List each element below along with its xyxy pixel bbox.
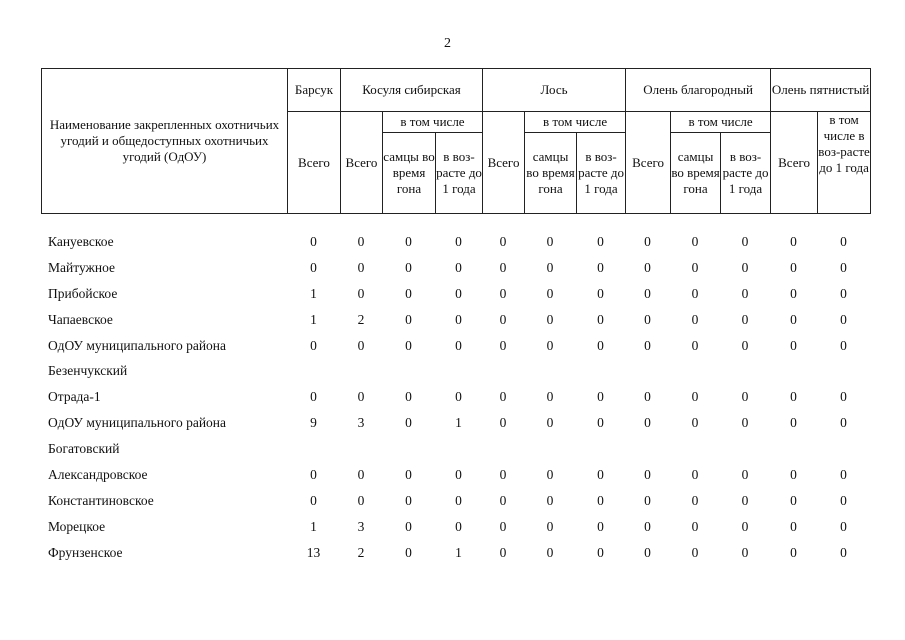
row-value: 0 [455, 389, 462, 405]
row-value: 1 [455, 544, 462, 560]
row-value: 1 [310, 311, 317, 327]
header-sika-total: Всего [771, 112, 818, 214]
row-value: 0 [597, 466, 604, 482]
row-value: 0 [546, 233, 554, 249]
row-value [435, 358, 482, 384]
row-value: 0 [546, 311, 554, 327]
row-value [625, 436, 670, 462]
row-value: 0 [310, 259, 317, 275]
row-value: 0 [840, 518, 847, 534]
row-value: 0 [741, 311, 749, 327]
row-value: 9 [310, 415, 317, 431]
row-value: 0 [644, 466, 651, 482]
row-value: 0 [790, 259, 797, 275]
row-value: 1 [310, 518, 317, 534]
row-value: 0 [357, 492, 365, 508]
header-elk-males: самцы во время гона [525, 133, 577, 214]
row-value: 0 [691, 311, 699, 327]
row-value: 0 [546, 518, 554, 534]
row-value [340, 436, 382, 462]
row-value: 0 [357, 285, 365, 301]
row-value: 0 [644, 259, 651, 275]
row-value [287, 436, 340, 462]
row-value: 0 [546, 415, 554, 431]
row-value: 0 [790, 311, 797, 327]
table-row [44, 333, 870, 359]
row-value: 0 [546, 466, 554, 482]
row-name: ОдОУ муниципального района [48, 337, 227, 353]
row-value: 0 [405, 492, 412, 508]
header-red-young: в воз-расте до 1 года [721, 133, 771, 214]
page-number: 2 [444, 36, 451, 51]
row-value: 0 [455, 337, 462, 353]
row-value: 0 [790, 466, 797, 482]
row-value [482, 436, 524, 462]
row-value [576, 436, 625, 462]
table-row [44, 384, 870, 410]
row-value: 0 [499, 518, 507, 534]
header-elk-including: в том числе [525, 112, 626, 133]
row-value: 0 [840, 389, 847, 405]
row-value: 0 [597, 415, 604, 431]
header-elk-young: в воз-расте до 1 года [577, 133, 626, 214]
row-value: 0 [499, 389, 507, 405]
row-value: 0 [546, 337, 554, 353]
row-value: 0 [741, 518, 749, 534]
table-row [44, 307, 870, 333]
row-value: 0 [741, 259, 749, 275]
header-red-total: Всего [626, 112, 671, 214]
header-name-col: Наименование закрепленных охотничьих угодий и общедоступных охотничьих угодий (ОдОУ) [42, 69, 288, 214]
row-value: 0 [357, 259, 365, 275]
row-value: 0 [499, 259, 507, 275]
row-value: 0 [499, 285, 507, 301]
row-value: 0 [840, 544, 847, 560]
row-value: 0 [840, 337, 847, 353]
row-value: 0 [741, 285, 749, 301]
header-sika-deer: Олень пятнистый [771, 69, 871, 112]
row-value: 0 [644, 544, 651, 560]
row-value: 0 [691, 337, 699, 353]
table-row [44, 229, 870, 255]
row-value: 0 [310, 233, 317, 249]
header-elk: Лось [483, 69, 626, 112]
row-value: 0 [310, 492, 317, 508]
header-roe-males: самцы во время гона [383, 133, 436, 214]
row-value [770, 358, 817, 384]
header-elk-total: Всего [483, 112, 525, 214]
row-value: 0 [405, 233, 412, 249]
row-value: 0 [597, 311, 604, 327]
row-value: 0 [455, 492, 462, 508]
row-value: 0 [499, 311, 507, 327]
row-value: 0 [597, 259, 604, 275]
row-value: 0 [455, 311, 462, 327]
row-value: 0 [790, 233, 797, 249]
row-value: 0 [691, 415, 699, 431]
row-name: Чапаевское [48, 311, 113, 327]
row-value: 0 [691, 466, 699, 482]
table-row [44, 540, 870, 566]
row-value: 0 [546, 259, 554, 275]
row-value [670, 358, 720, 384]
table-row [44, 410, 870, 436]
row-value: 0 [790, 492, 797, 508]
row-name: Фрунзенское [48, 544, 123, 560]
row-value: 0 [691, 285, 699, 301]
row-value [524, 436, 576, 462]
row-value: 0 [455, 285, 462, 301]
table-row [44, 514, 870, 540]
row-value: 0 [741, 337, 749, 353]
row-value: 1 [455, 415, 462, 431]
row-value: 0 [840, 466, 847, 482]
row-value: 0 [644, 415, 651, 431]
row-value: 0 [840, 415, 847, 431]
row-name: Морецкое [48, 518, 106, 534]
row-value: 0 [790, 285, 797, 301]
row-name: Безенчукский [48, 363, 128, 379]
header-roe-total: Всего [341, 112, 383, 214]
row-value: 3 [357, 415, 365, 431]
row-value: 2 [357, 544, 365, 560]
row-value: 0 [644, 285, 651, 301]
table-row [44, 255, 870, 281]
row-value: 0 [644, 233, 651, 249]
row-value: 0 [790, 518, 797, 534]
row-value: 0 [405, 415, 412, 431]
row-value [817, 358, 870, 384]
row-value: 2 [357, 311, 365, 327]
table-row [44, 488, 870, 514]
row-value [382, 358, 435, 384]
row-value: 0 [405, 466, 412, 482]
row-value [770, 436, 817, 462]
row-value [482, 358, 524, 384]
row-value: 0 [691, 233, 699, 249]
row-value: 0 [597, 518, 604, 534]
row-value [720, 436, 770, 462]
header-red-males: самцы во время гона [671, 133, 721, 214]
header-roe-young: в воз-расте до 1 года [436, 133, 483, 214]
row-value: 0 [741, 233, 749, 249]
row-value: 0 [597, 544, 604, 560]
row-value: 0 [455, 466, 462, 482]
row-value: 0 [840, 492, 847, 508]
row-value: 0 [357, 337, 365, 353]
row-value: 0 [546, 492, 554, 508]
row-value [720, 358, 770, 384]
row-value: 0 [840, 311, 847, 327]
row-value: 0 [405, 285, 412, 301]
row-name: Богатовский [48, 441, 120, 457]
row-value: 0 [644, 389, 651, 405]
row-value: 0 [405, 389, 412, 405]
row-value: 0 [499, 415, 507, 431]
header-red-including: в том числе [671, 112, 771, 133]
header-sika-young: в том числе в воз-расте до 1 года [818, 112, 871, 214]
row-value: 13 [306, 544, 321, 560]
table-row [44, 358, 870, 384]
row-name: Прибойское [48, 285, 118, 301]
row-value: 0 [546, 389, 554, 405]
row-value: 0 [691, 492, 699, 508]
row-value [625, 358, 670, 384]
row-value: 0 [455, 233, 462, 249]
row-value: 0 [546, 544, 554, 560]
row-value: 0 [840, 259, 847, 275]
row-value: 0 [597, 233, 604, 249]
header-badger: Барсук [288, 69, 341, 112]
header-red-deer: Олень благородный [626, 69, 771, 112]
row-value: 0 [790, 337, 797, 353]
row-value: 0 [455, 518, 462, 534]
row-value: 0 [405, 518, 412, 534]
row-value [576, 358, 625, 384]
row-value: 0 [741, 544, 749, 560]
row-value [340, 358, 382, 384]
header-roe-including: в том числе [383, 112, 483, 133]
row-value: 0 [405, 259, 412, 275]
row-value: 0 [405, 311, 412, 327]
table-row [44, 436, 870, 462]
row-value [670, 436, 720, 462]
row-name: ОдОУ муниципального района [48, 415, 227, 431]
row-value: 0 [499, 337, 507, 353]
row-value: 0 [597, 492, 604, 508]
row-value: 0 [499, 544, 507, 560]
row-value [817, 436, 870, 462]
row-value: 0 [310, 466, 317, 482]
row-name: Константиновское [48, 492, 154, 508]
row-value: 0 [405, 337, 412, 353]
row-value: 0 [741, 466, 749, 482]
row-value: 0 [357, 233, 365, 249]
row-name: Майтужное [48, 259, 115, 275]
row-value: 0 [840, 233, 847, 249]
row-value: 0 [691, 259, 699, 275]
row-value: 0 [546, 285, 554, 301]
row-value: 0 [597, 337, 604, 353]
row-value [524, 358, 576, 384]
row-value: 0 [310, 337, 317, 353]
row-value: 0 [840, 285, 847, 301]
row-name: Кануевское [48, 233, 114, 249]
header-roe-deer: Косуля сибирская [341, 69, 483, 112]
row-value: 0 [357, 389, 365, 405]
row-value: 3 [357, 518, 365, 534]
row-value: 0 [499, 466, 507, 482]
row-value: 0 [597, 389, 604, 405]
row-value: 0 [499, 492, 507, 508]
row-value: 0 [405, 544, 412, 560]
row-value: 0 [790, 389, 797, 405]
row-name: Отрада-1 [48, 389, 101, 405]
row-value: 0 [741, 415, 749, 431]
row-value: 1 [310, 285, 317, 301]
row-value: 0 [644, 518, 651, 534]
row-value [287, 358, 340, 384]
row-value: 0 [790, 415, 797, 431]
row-value: 0 [455, 259, 462, 275]
row-value: 0 [499, 233, 507, 249]
row-value: 0 [691, 544, 699, 560]
row-value: 0 [310, 389, 317, 405]
row-value: 0 [741, 389, 749, 405]
row-value [382, 436, 435, 462]
row-value: 0 [790, 544, 797, 560]
row-value: 0 [644, 311, 651, 327]
row-value: 0 [644, 337, 651, 353]
row-value: 0 [597, 285, 604, 301]
table-row [44, 281, 870, 307]
table-row [44, 462, 870, 488]
row-value: 0 [357, 466, 365, 482]
header-badger-total: Всего [288, 112, 341, 214]
table-header [41, 68, 871, 214]
row-value: 0 [691, 518, 699, 534]
table-body [44, 229, 870, 566]
row-value: 0 [741, 492, 749, 508]
row-value [435, 436, 482, 462]
row-value: 0 [691, 389, 699, 405]
row-name: Александровское [48, 466, 148, 482]
row-value: 0 [644, 492, 651, 508]
